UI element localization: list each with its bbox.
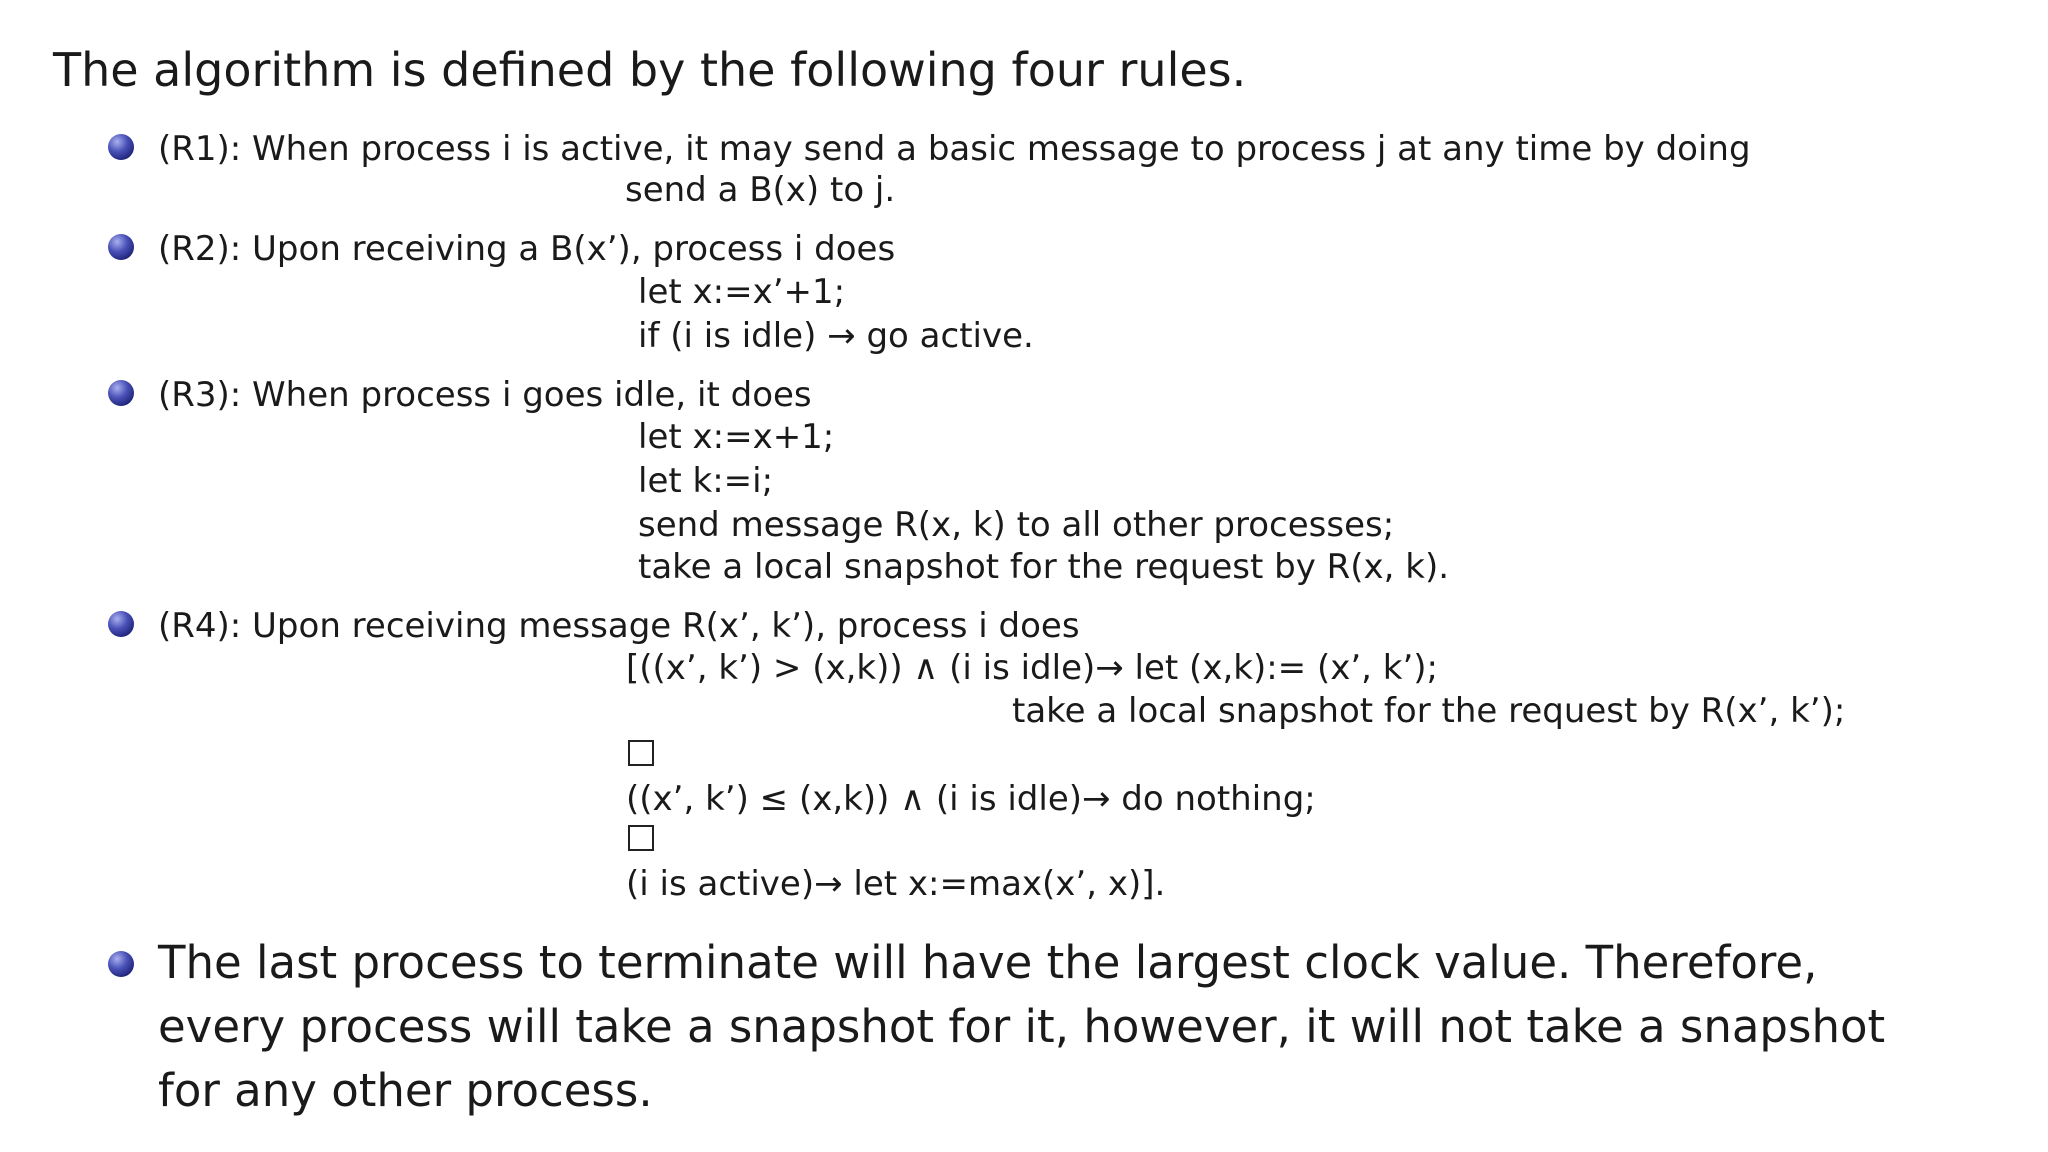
bullet-icon: [108, 611, 134, 637]
bullet-icon: [108, 134, 134, 160]
rule-r1-line-1: send a B(x) to j.: [625, 170, 896, 210]
rule-r4-line-1: [((x’, k’) > (x,k)) ∧ (i is idle)→ let (x,k):= (x’, k’);: [626, 648, 1438, 688]
rule-r2-line-1: let x:=x’+1;: [638, 272, 846, 312]
rule-r1-intro: (R1): When process i is active, it may send a basic message to process j at any time by doing: [158, 129, 1751, 169]
conclusion-line-1: The last process to terminate will have the largest clock value. Therefore,: [158, 936, 1818, 989]
choice-box-icon: [628, 825, 654, 851]
rule-r4-line-4: (i is active)→ let x:=max(x’, x)].: [626, 864, 1166, 904]
rule-r3-line-2: let k:=i;: [638, 461, 774, 501]
rule-r3-intro: (R3): When process i goes idle, it does: [158, 375, 812, 415]
conclusion-line-3: for any other process.: [158, 1064, 653, 1117]
rule-r3-line-1: let x:=x+1;: [638, 417, 835, 457]
rule-r4-line-2: take a local snapshot for the request by R(x’, k’);: [1012, 691, 1846, 731]
rule-r4-line-3: ((x’, k’) ≤ (x,k)) ∧ (i is idle)→ do nothing;: [626, 779, 1316, 819]
bullet-icon: [108, 951, 134, 977]
rule-r3-line-3: send message R(x, k) to all other processes;: [638, 505, 1395, 545]
rule-r3-line-4: take a local snapshot for the request by R(x, k).: [638, 547, 1450, 587]
conclusion-line-2: every process will take a snapshot for it, however, it will not take a snapshot: [158, 1000, 1886, 1053]
rule-r2-intro: (R2): Upon receiving a B(x’), process i does: [158, 229, 896, 269]
slide-heading: The algorithm is defined by the following four rules.: [53, 43, 1247, 97]
bullet-icon: [108, 380, 134, 406]
choice-box-icon: [628, 740, 654, 766]
rule-r4-intro: (R4): Upon receiving message R(x’, k’), process i does: [158, 606, 1080, 646]
rule-r2-line-2: if (i is idle) → go active.: [638, 316, 1034, 356]
bullet-icon: [108, 234, 134, 260]
